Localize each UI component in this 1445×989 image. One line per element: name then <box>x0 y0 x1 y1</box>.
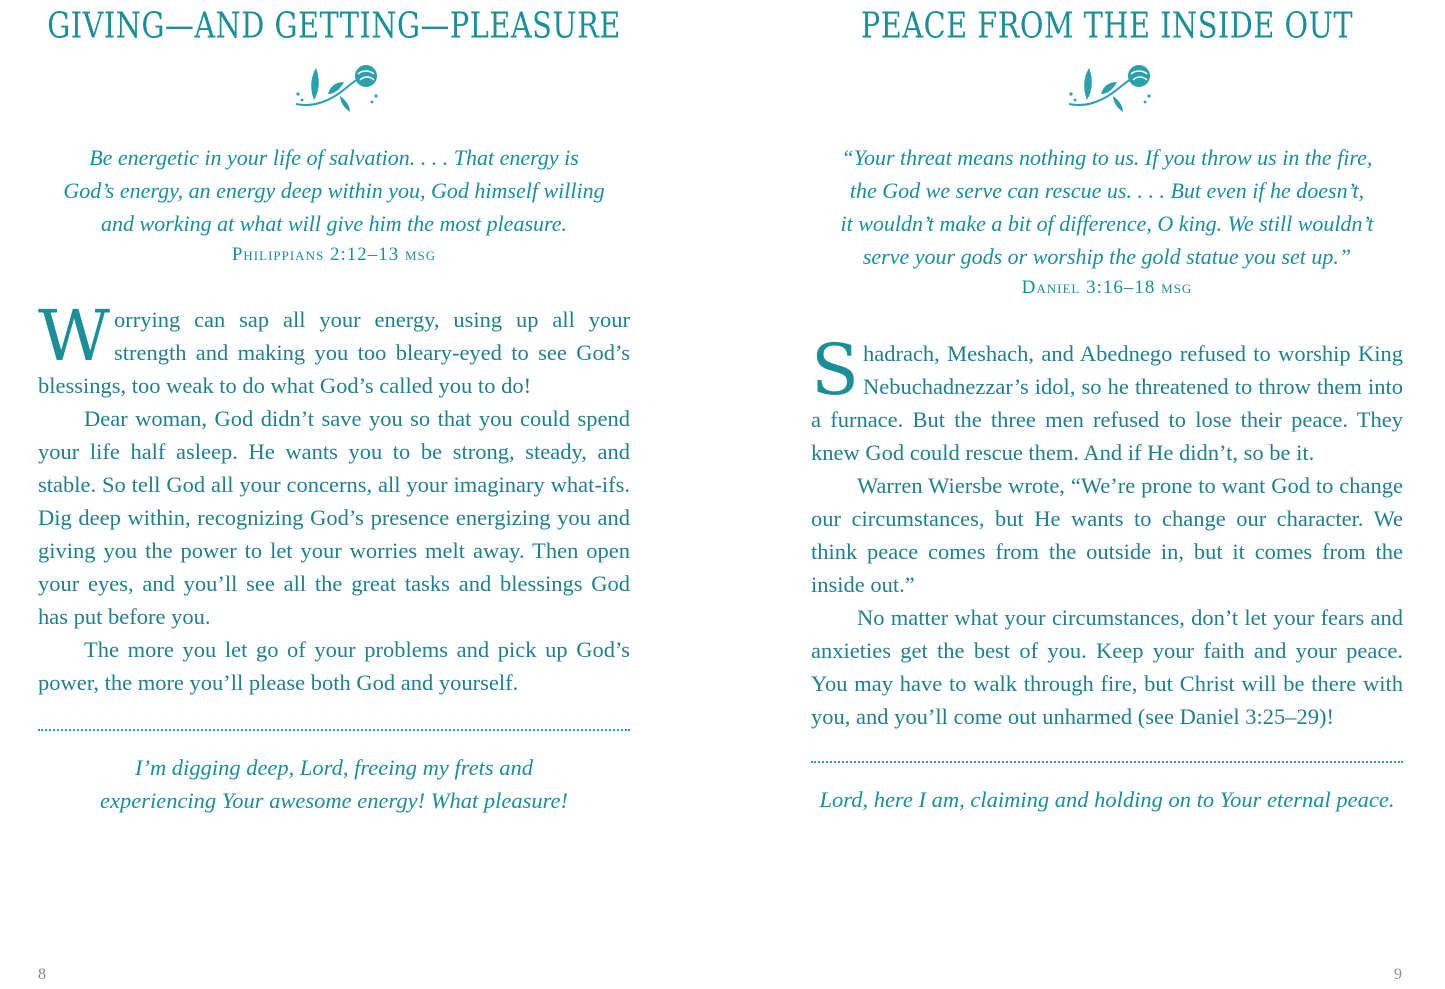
body-paragraph <box>811 329 1403 469</box>
paragraph-text: hadrach, Meshach, and Abednego refused to worship King Nebuchadnezzar’s idol, so he threatened to throw them into a furnace. But the three men refused to lose their peace. They knew God could rescue them. And if He didn’t, so be it. <box>811 341 1403 465</box>
right-page <box>811 0 1403 816</box>
body-paragraph: Dear woman, God didn’t save you so that you could spend your life half asleep. He wants you to be strong, steady, and stable. So tell God all your concerns, all your imaginary what-ifs. Dig deep within, recognizing God’s presence energizing you and giving you the power to let your worries melt away. Then open your eyes, and you’ll see all the great tasks and blessings God has put before you. <box>38 406 630 629</box>
page-title: GIVING—AND GETTING—PLEASURE <box>47 4 621 47</box>
scripture-line: serve your gods or worship the gold statue you set up.” <box>862 244 1352 269</box>
prayer-line: experiencing Your awesome energy! What pleasure! <box>99 788 569 813</box>
flower-vine-icon <box>1057 60 1157 112</box>
page-number-left: 8 <box>38 966 46 983</box>
drop-cap: S <box>811 329 859 411</box>
flower-vine-icon <box>284 60 384 112</box>
scripture-line: “Your threat means nothing to us. If you throw us in the fire, <box>841 145 1373 170</box>
paragraph-text: orrying can sap all your energy, using up all your strength and making you too bleary-eyed to see God’s blessings, too weak to do what God’s called you to do! <box>38 307 630 398</box>
scripture-line: Be energetic in your life of salvation. . . . That energy is <box>89 145 579 170</box>
scripture-reference: Philippians 2:12–13 msg <box>231 244 437 265</box>
left-page <box>38 0 630 817</box>
body-paragraph: The more you let go of your problems and pick up God’s power, the more you’ll please both God and yourself. <box>38 637 630 695</box>
scripture-quote <box>811 141 1403 273</box>
prayer <box>38 751 630 817</box>
scripture-line: God’s energy, an energy deep within you, God himself willing <box>63 178 605 203</box>
body-paragraph: No matter what your circumstances, don’t let your fears and anxieties get the best of you. Keep your faith and your peace. You may have to walk through fire, but Christ will be there with you, and you’ll come out unharmed (see Daniel 3:25–29)! <box>811 605 1403 729</box>
devotional-body <box>38 295 630 699</box>
prayer-line: I’m digging deep, Lord, freeing my frets and <box>134 755 534 780</box>
page-title: PEACE FROM THE INSIDE OUT <box>860 4 1354 47</box>
scripture-line: and working at what will give him the most pleasure. <box>100 211 568 236</box>
dotted-divider <box>811 761 1403 763</box>
body-paragraph: Warren Wiersbe wrote, “We’re prone to want God to change our circumstances, but He wants to change our character. We think peace comes from the outside in, but it comes from the inside out.” <box>811 473 1403 597</box>
page-number-right: 9 <box>1394 966 1402 983</box>
scripture-reference: Daniel 3:16–18 msg <box>1021 277 1193 298</box>
body-paragraph <box>38 295 630 402</box>
scripture-line: it wouldn’t make a bit of difference, O king. We still wouldn’t <box>840 211 1374 236</box>
drop-cap: W <box>38 295 110 377</box>
prayer <box>811 783 1403 816</box>
dotted-divider <box>38 729 630 731</box>
devotional-body <box>811 329 1403 733</box>
scripture-line: the God we serve can rescue us. . . . But even if he doesn’t, <box>849 178 1365 203</box>
prayer-line: Lord, here I am, claiming and holding on to Your eternal peace. <box>819 787 1395 812</box>
scripture-quote <box>38 141 630 240</box>
